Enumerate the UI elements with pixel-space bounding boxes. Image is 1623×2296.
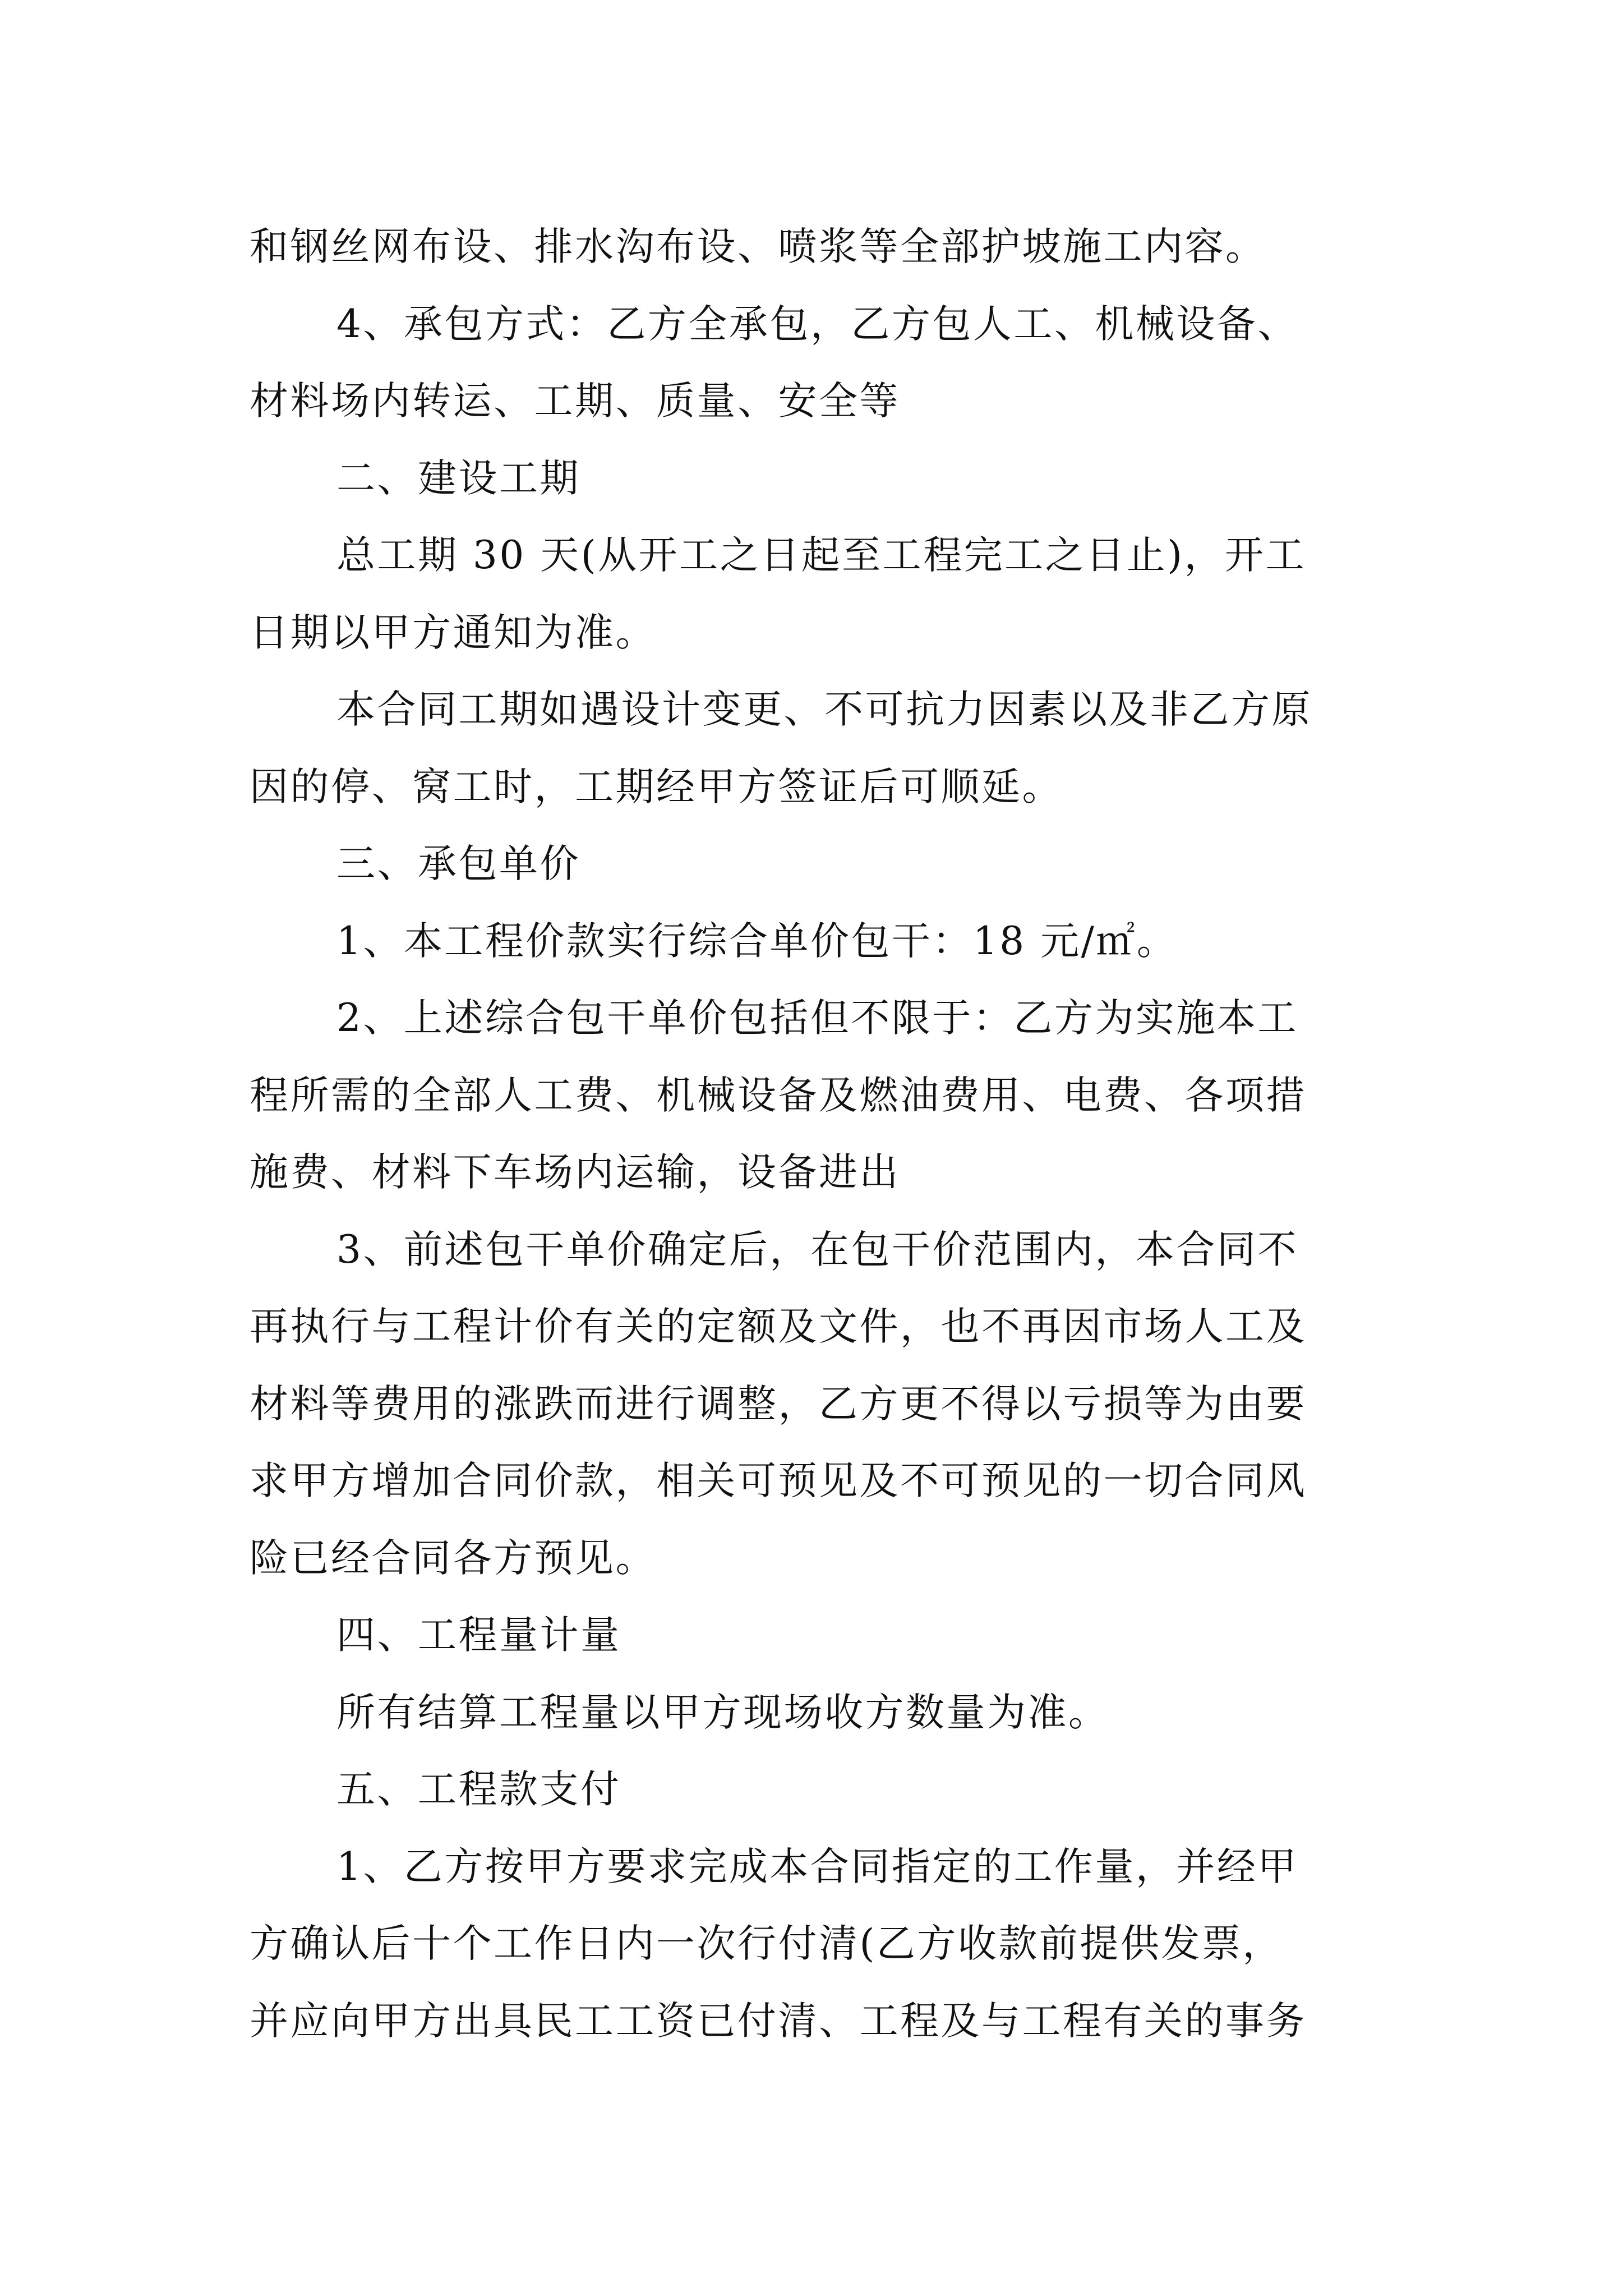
- section-heading: 三、承包单价: [336, 841, 580, 886]
- section-heading: 二、建设工期: [336, 455, 580, 501]
- text-line: 施费、材料下车场内运输，设备进出: [250, 1150, 900, 1195]
- text-line: 和钢丝网布设、排水沟布设、喷浆等全部护坡施工内容。: [250, 224, 1266, 269]
- text-line: 因的停、窝工时，工期经甲方签证后可顺延。: [250, 764, 1063, 809]
- text-line: 1、本工程价款实行综合单价包干：18 元/㎡。: [336, 918, 1178, 964]
- section-heading: 四、工程量计量: [336, 1613, 621, 1658]
- text-line: 方确认后十个工作日内一次行付清(乙方收款前提供发票，: [250, 1921, 1283, 1966]
- section-heading: 五、工程款支付: [336, 1767, 621, 1812]
- text-line: 日期以甲方通知为准。: [250, 610, 656, 655]
- text-line: 所有结算工程量以甲方现场收方数量为准。: [336, 1690, 1109, 1735]
- text-line: 材料等费用的涨跌而进行调整，乙方更不得以亏损等为由要: [250, 1381, 1307, 1427]
- text-line: 再执行与工程计价有关的定额及文件，也不再因市场人工及: [250, 1304, 1307, 1349]
- text-line: 程所需的全部人工费、机械设备及燃油费用、电费、各项措: [250, 1073, 1307, 1118]
- text-line: 3、前述包干单价确定后，在包干价范围内，本合同不: [336, 1227, 1298, 1272]
- text-line: 本合同工期如遇设计变更、不可抗力因素以及非乙方原: [336, 687, 1312, 732]
- text-line: 险已经合同各方预见。: [250, 1535, 656, 1581]
- text-line: 材料场内转运、工期、质量、安全等: [250, 379, 900, 424]
- text-line: 求甲方增加合同价款，相关可预见及不可预见的一切合同风: [250, 1458, 1307, 1503]
- contract-body-text: [250, 209, 1388, 2060]
- text-line: 并应向甲方出具民工工资已付清、工程及与工程有关的事务: [250, 1998, 1307, 2044]
- text-line: 总工期 30 天(从开工之日起至工程完工之日止)，开工: [336, 533, 1307, 578]
- text-line: 2、上述综合包干单价包括但不限于：乙方为实施本工: [336, 996, 1298, 1041]
- text-line: 4、承包方式：乙方全承包，乙方包人工、机械设备、: [336, 301, 1298, 347]
- text-line: 1、乙方按甲方要求完成本合同指定的工作量，并经甲: [336, 1844, 1298, 1889]
